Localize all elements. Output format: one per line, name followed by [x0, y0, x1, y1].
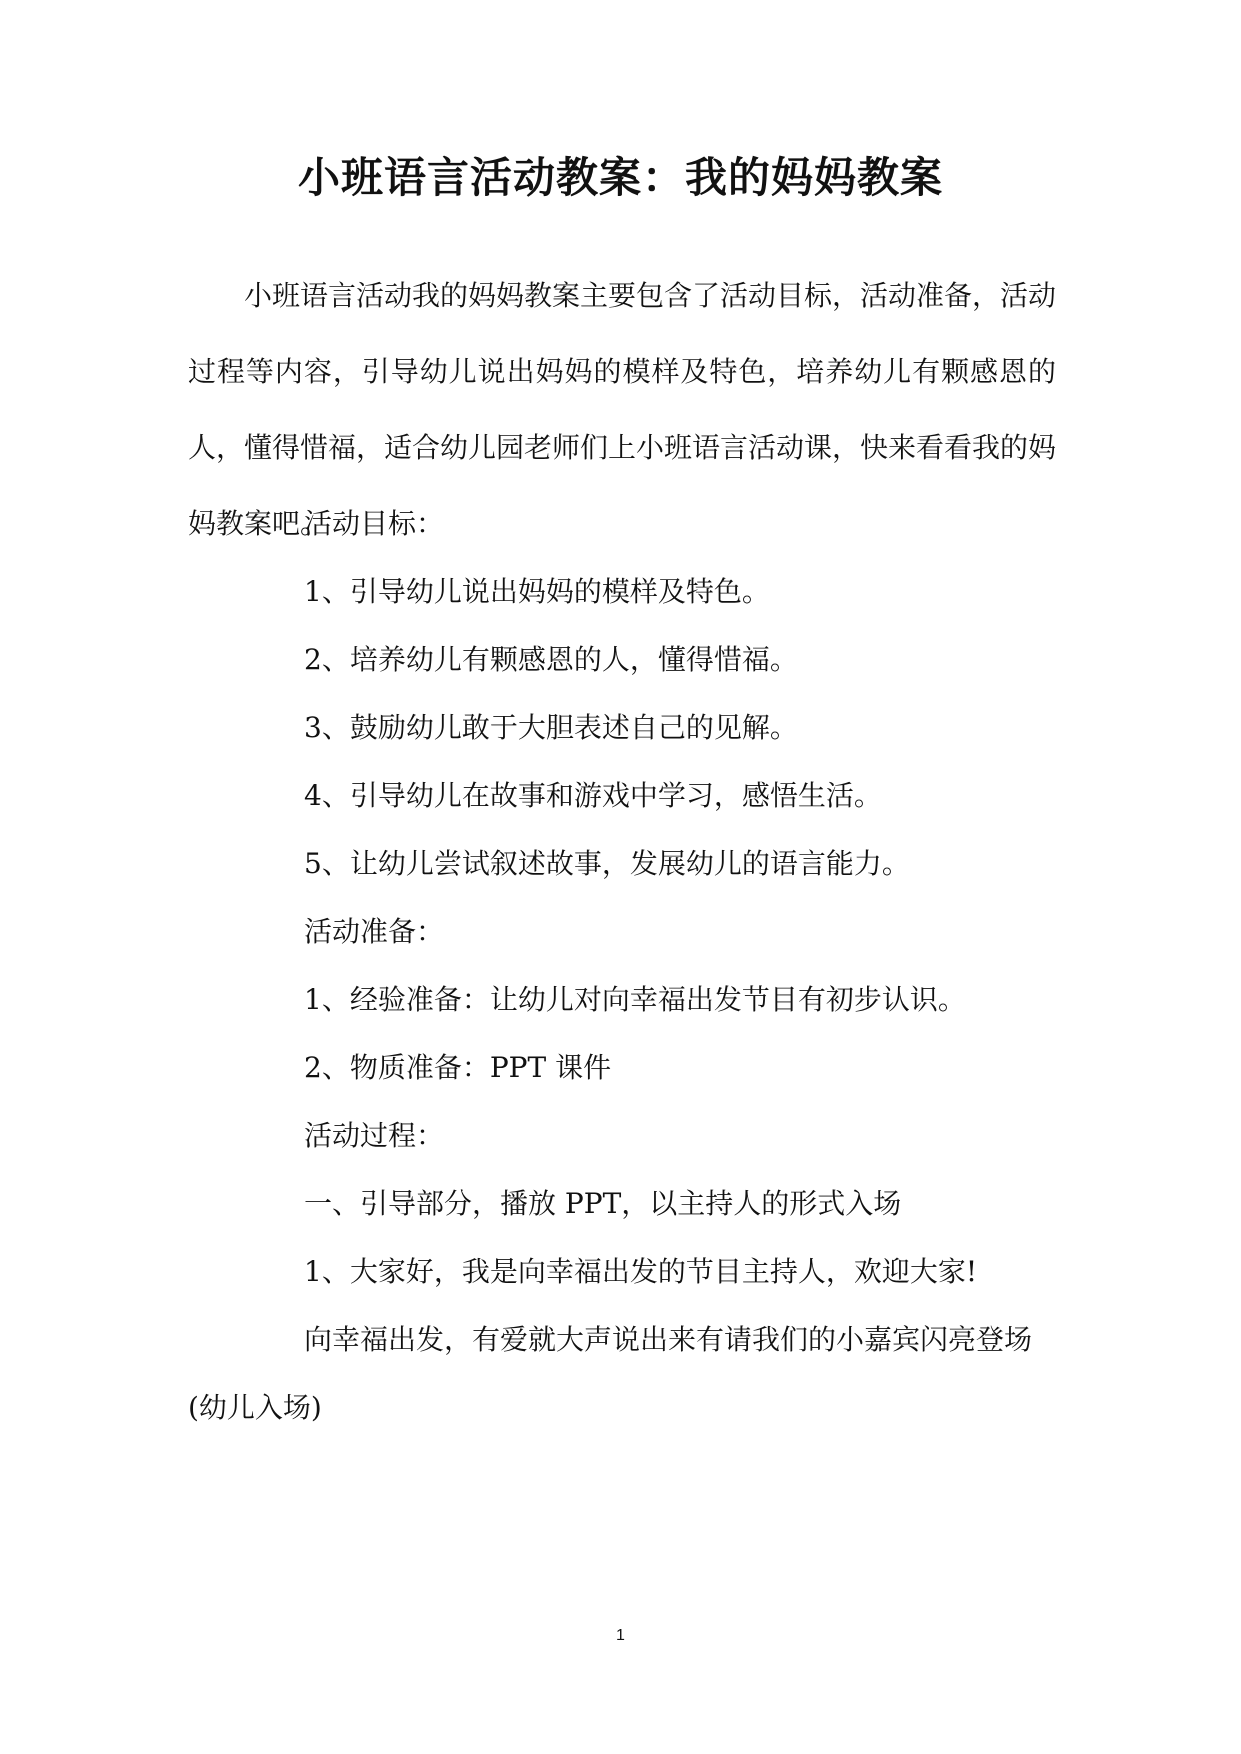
- section-heading-goals: 活动目标：: [304, 507, 445, 540]
- page-number: 1: [616, 1627, 625, 1644]
- section-heading-preparation: 活动准备：: [304, 915, 445, 948]
- process-text: 向幸福出发，有爱就大声说出来有请我们的小嘉宾闪亮登场: [304, 1323, 1033, 1356]
- goal-item-2: 2、培养幼儿有颗感恩的人，懂得惜福。: [304, 643, 798, 676]
- intro-paragraph: 小班语言活动我的妈妈教案主要包含了活动目标，活动准备，活动过程等内容，引导幼儿说出妈妈的模样及特色，培养幼儿有颗感恩的人，懂得惜福，适合幼儿园老师们上小班语言活动课，快来看看我的妈妈教案吧。: [188, 279, 1057, 540]
- process-part-1: 一、引导部分，播放 PPT，以主持人的形式入场: [304, 1187, 902, 1220]
- goal-item-4: 4、引导幼儿在故事和游戏中学习，感悟生活。: [304, 779, 882, 812]
- section-heading-process: 活动过程：: [304, 1119, 445, 1152]
- process-step-1: 1、大家好，我是向幸福出发的节目主持人，欢迎大家!: [304, 1255, 978, 1288]
- goal-item-5: 5、让幼儿尝试叙述故事，发展幼儿的语言能力。: [304, 847, 910, 880]
- goal-item-1: 1、引导幼儿说出妈妈的模样及特色。: [304, 575, 770, 608]
- preparation-item-1: 1、经验准备：让幼儿对向幸福出发节目有初步认识。: [304, 983, 966, 1016]
- process-text-continued: (幼儿入场): [188, 1391, 322, 1424]
- goal-item-3: 3、鼓励幼儿敢于大胆表述自己的见解。: [304, 711, 798, 744]
- preparation-item-2: 2、物质准备：PPT 课件: [304, 1051, 612, 1084]
- document-title: 小班语言活动教案：我的妈妈教案: [297, 153, 943, 202]
